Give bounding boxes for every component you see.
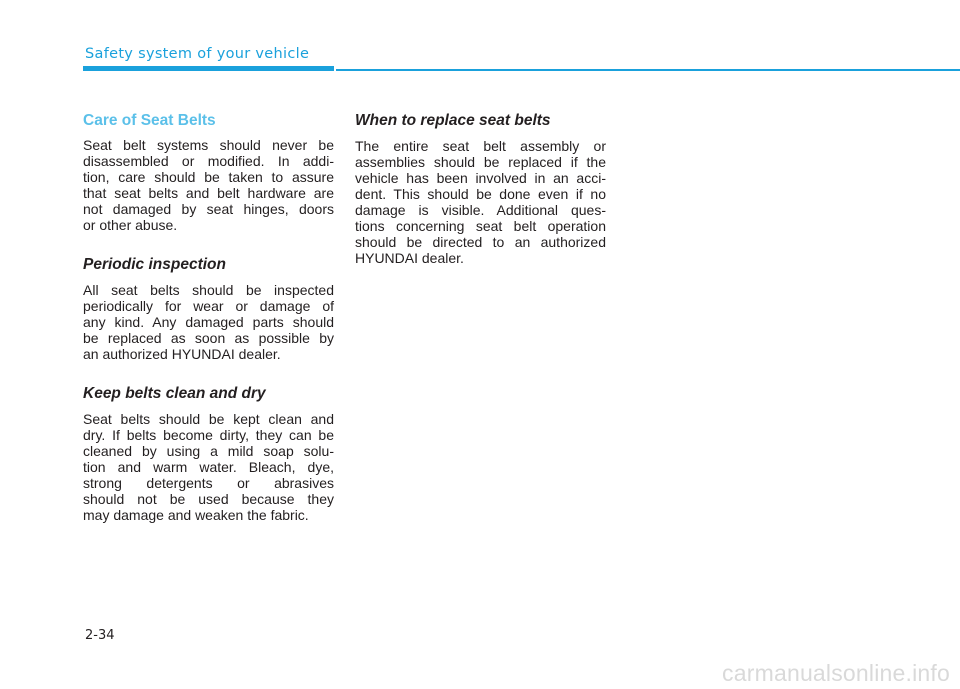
right-column (355, 112, 606, 266)
paragraph-line: dry. If belts become dirty, they can be (83, 427, 334, 443)
when-to-replace-heading: When to replace seat belts (355, 112, 551, 129)
paragraph-line: tion and warm water. Bleach, dye, (83, 459, 334, 475)
periodic-inspection-paragraph (83, 282, 334, 362)
paragraph-line: The entire seat belt assembly or (355, 138, 606, 154)
paragraph-line: any kind. Any damaged parts should (83, 314, 334, 330)
paragraph-line: assemblies should be replaced if the (355, 154, 606, 170)
paragraph-line: an authorized HYUNDAI dealer. (83, 346, 281, 362)
paragraph-line: tion, care should be taken to assure (83, 169, 334, 185)
paragraph-line: Seat belt systems should never be (83, 137, 334, 153)
paragraph-line: should be directed to an authorized (355, 234, 606, 250)
paragraph-line: strong detergents or abrasives (83, 475, 334, 491)
paragraph-line: All seat belts should be inspected (83, 282, 334, 298)
paragraph-line: cleaned by using a mild soap solu- (83, 443, 334, 459)
paragraph-line: not damaged by seat hinges, doors (83, 201, 334, 217)
keep-belts-clean-heading: Keep belts clean and dry (83, 385, 266, 402)
care-intro-paragraph (83, 137, 334, 233)
paragraph-line: be replaced as soon as possible by (83, 330, 334, 346)
paragraph-line: HYUNDAI dealer. (355, 250, 464, 266)
paragraph-line: disassembled or modified. In addi- (83, 153, 334, 169)
left-column (83, 112, 334, 523)
when-to-replace-paragraph (355, 138, 606, 266)
paragraph-line: or other abuse. (83, 217, 178, 233)
watermark-text: carmanualsonline.info (722, 660, 950, 686)
header-rule-line (336, 69, 960, 71)
paragraph-line: may damage and weaken the fabric. (83, 507, 309, 523)
paragraph-line: that seat belts and belt hardware are (83, 185, 334, 201)
paragraph-line: periodically for wear or damage of (83, 298, 334, 314)
periodic-inspection-heading: Periodic inspection (83, 256, 226, 273)
paragraph-line: Seat belts should be kept clean and (83, 411, 334, 427)
paragraph-line: dent. This should be done even if no (355, 186, 606, 202)
paragraph-line: tions concerning seat belt operation (355, 218, 606, 234)
paragraph-line: damage is visible. Additional ques- (355, 202, 606, 218)
paragraph-line: vehicle has been involved in an acci- (355, 170, 606, 186)
care-of-seat-belts-heading: Care of Seat Belts (83, 112, 216, 129)
header-accent-bar (83, 66, 334, 71)
keep-belts-clean-paragraph (83, 411, 334, 523)
paragraph-line: should not be used because they (83, 491, 334, 507)
page-number: 2-34 (85, 628, 115, 643)
section-header-title: Safety system of your vehicle (85, 46, 310, 62)
